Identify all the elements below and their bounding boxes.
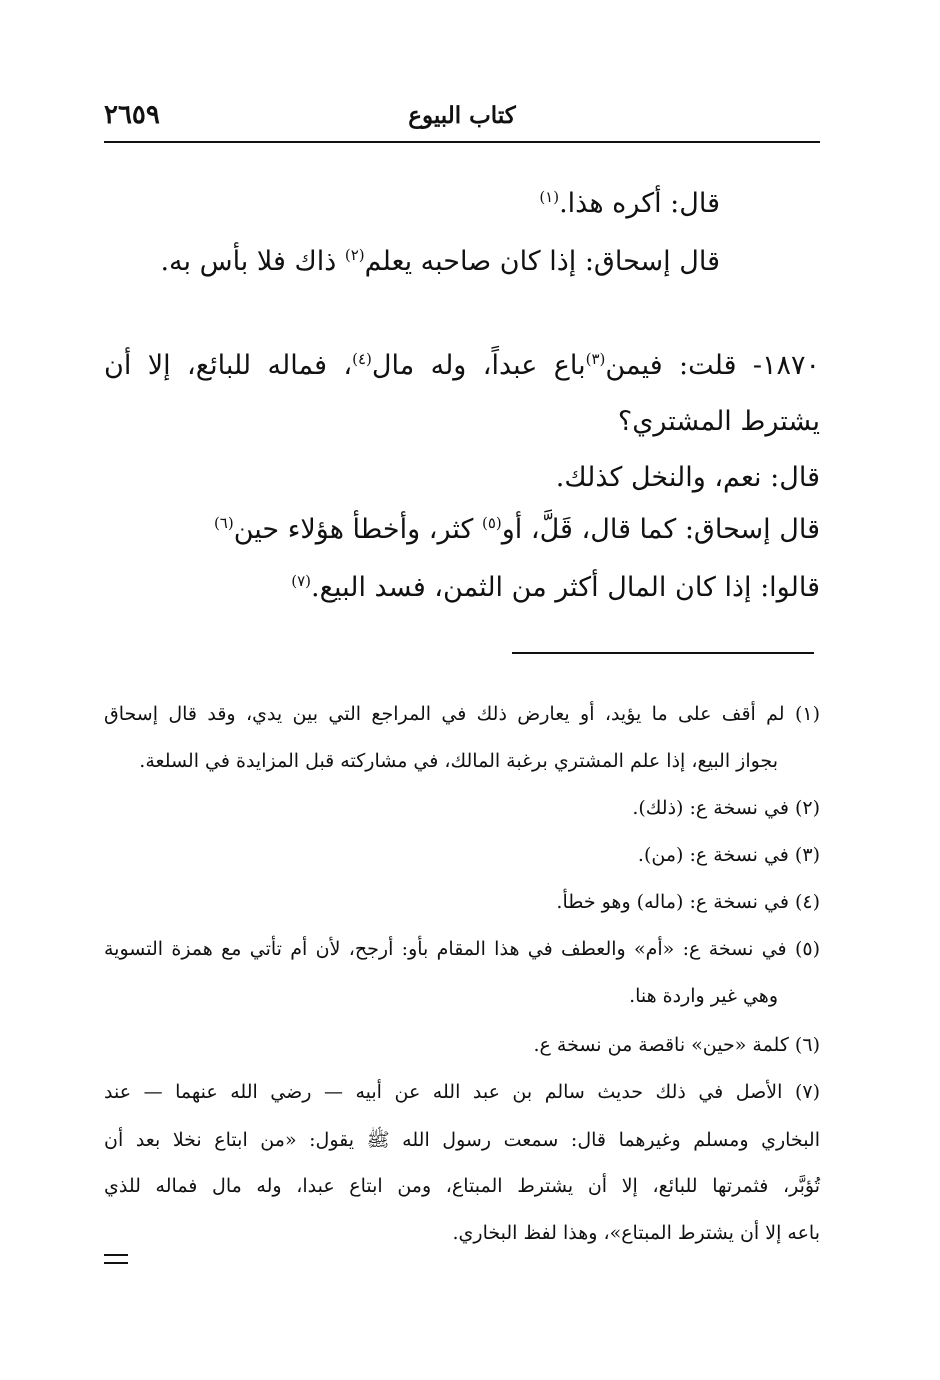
line-text: ذاك فلا بأس به. [160,246,345,277]
footnote-ref: (٣) [585,350,606,368]
text-line: يشترط المشتري؟ [617,406,820,437]
running-title: كتاب البيوع [408,102,516,129]
footnote-ref: (١) [539,188,560,206]
text-line [104,350,820,381]
footnote-line: (٦) كلمة «حين» ناقصة من نسخة ع. [533,1034,820,1056]
line-text: ١٨٧٠- قلت: فيمن [605,350,821,381]
line-text: قال إسحاق: إذا كان صاحبه يعلم [364,246,720,277]
line-text: قال إسحاق: كما قال، قَلَّ، أو [501,514,820,545]
footnote-line: (٢) في نسخة ع: (ذلك). [632,797,820,819]
footnote-ref: (٧) [291,572,311,590]
footnote-line: (١) لم أقف على ما يؤيد، أو يعارض ذلك في المراجع التي بين يدي، وقد قال إسحاق [104,703,820,725]
footnote-line: البخاري ومسلم وغيرهما قال: سمعت رسول الله ﷺ يقول: «من ابتاع نخلا بعد أن [104,1129,820,1151]
footnote-line: تُؤبَّر، فثمرتها للبائع، إلا أن يشترط المبتاع، ومن ابتاع عبدا، وله مال فماله للذي [104,1175,820,1197]
text-line [214,514,820,545]
footnote-ref: (٥) [481,514,502,532]
footnote-line: (٧) الأصل في ذلك حديث سالم بن عبد الله عن أبيه — رضي الله عنهما — عند [104,1081,820,1103]
text-line [539,188,720,219]
line-text: قال: أكره هذا. [559,188,720,219]
continuation-mark [104,1254,128,1264]
footnote-ref: (٢) [344,246,365,264]
line-text: باع عبداً، وله مال [371,350,586,381]
text-line [291,572,820,603]
footnote-ref: (٤) [352,350,372,368]
footnote-line: وهي غير واردة هنا. [629,985,778,1007]
line-text: ، فماله للبائع، إلا أن [104,350,353,381]
line-text: قالوا: إذا كان المال أكثر من الثمن، فسد البيع. [311,572,820,603]
page-number: ٢٦٥٩ [104,100,160,130]
page-header [104,100,820,138]
footnote-line: (٣) في نسخة ع: (من). [637,844,820,866]
header-rule [104,141,820,143]
text-line [160,246,720,277]
footnote-line: باعه إلا أن يشترط المبتاع»، وهذا لفظ البخاري. [452,1222,820,1244]
footnote-separator [512,652,814,654]
text-line: قال: نعم، والنخل كذلك. [555,462,820,493]
footnote-ref: (٦) [213,514,234,532]
footnote-line: (٥) في نسخة ع: «أم» والعطف في هذا المقام بأو: أرجح، لأن أم تأتي مع همزة التسوية [104,938,820,960]
footnote-line: بجواز البيع، إذا علم المشتري برغبة المالك، في مشاركته قبل المزايدة في السلعة. [139,750,778,772]
line-text: كثر، وأخطأ هؤلاء حين [233,514,482,545]
footnote-line: (٤) في نسخة ع: (ماله) وهو خطأ. [556,891,820,913]
